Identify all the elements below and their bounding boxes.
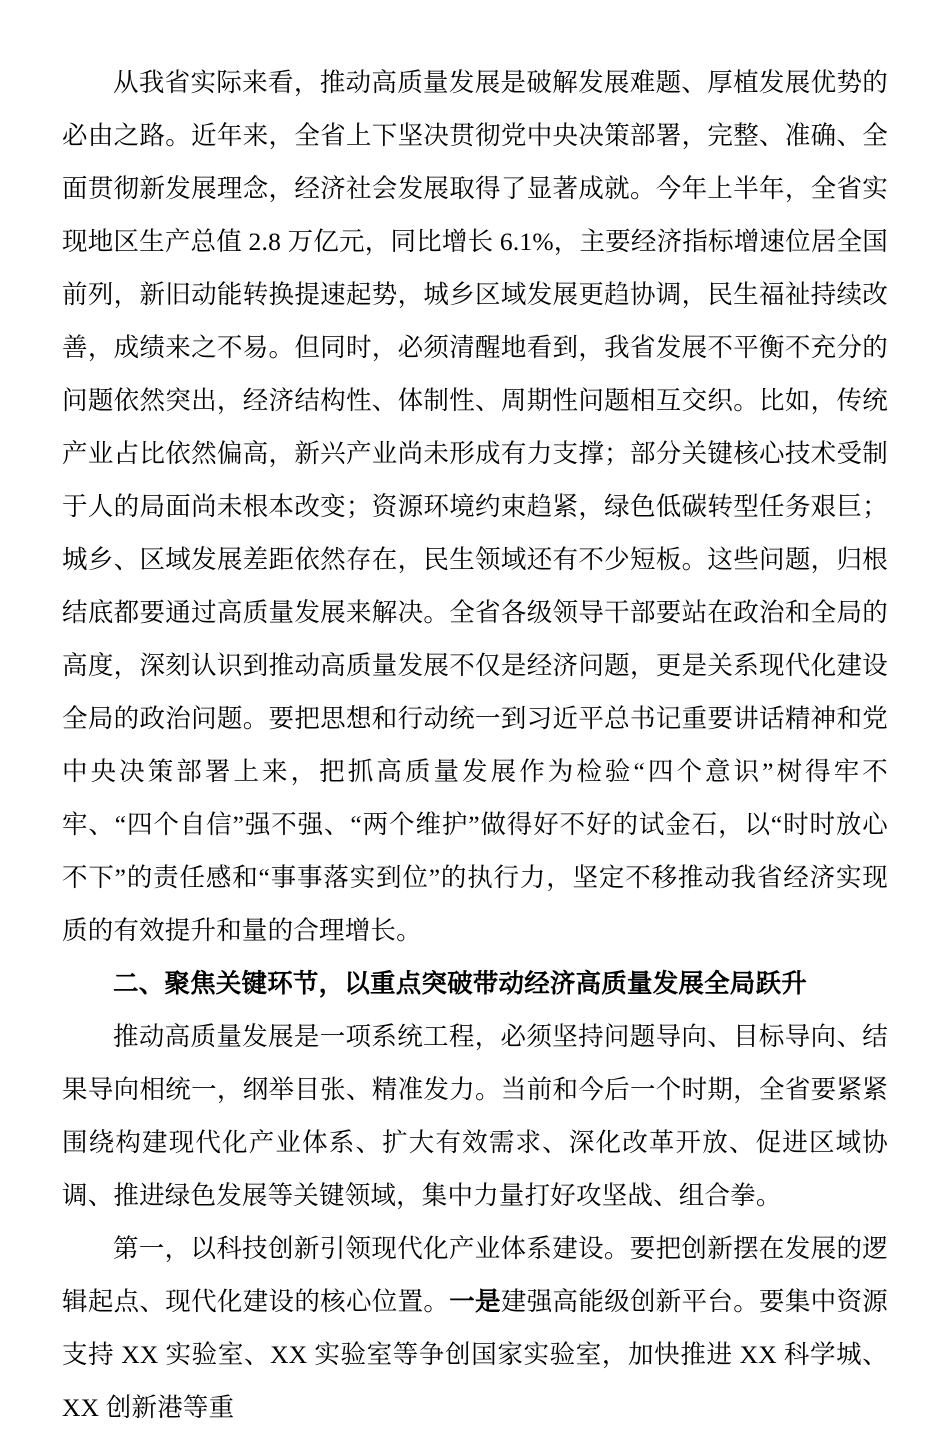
paragraph-body: 从我省实际来看，推动高质量发展是破解发展难题、厚植发展优势的必由之路。近年来，全省上下坚决贯彻党中央决策部署，完整、准确、全面贯彻新发展理念，经济社会发展取得了显著成就。今年上半年，全省实现地区生产总值 2.8 万亿元，同比增长 6.1%，主要经济指标增速位居全国前列，新旧动能转换提速起势，城乡区域发展更趋协调，民生福祉持续改善，成绩来之不易。但同时，必须清醒地看到，我省发展不平衡不充分的问题依然突出，经济结构性、体制性、周期性问题相互交织。比如，传统产业占比依然偏高，新兴产业尚未形成有力支撑；部分关键核心技术受制于人的局面尚未根本改变；资源环境约束趋紧，绿色低碳转型任务艰巨；城乡、区域发展差距依然存在，民生领域还有不少短板。这些问题，归根结底都要通过高质量发展来解决。全省各级领导干部要站在政治和全局的高度，深刻认识到推动高质量发展不仅是经济问题，更是关系现代化建设全局的政治问题。要把思想和行动统一到习近平总书记重要讲话精神和党中央决策部署上来，把抓高质量发展作为检验“四个意识”树得牢不牢、“四个自信”强不强、“两个维护”做得好不好的试金石，以“时时放心不下”的责任感和“事事落实到位”的执行力，坚定不移推动我省经济实现质的有效提升和量的合理增长。 [62, 68, 888, 945]
paragraph-body-mixed [62, 1222, 888, 1434]
section-heading: 二、聚焦关键环节，以重点突破带动经济高质量发展全局跃升 [113, 969, 807, 998]
paragraph-segment: 建强高能级创新平台。要集中资源支持 XX 实验室、XX 实验室等争创国家实验室，加快推进 XX 科学城、XX 创新港等重 [62, 1287, 888, 1422]
paragraph-segment: 第一，以科技创新引领现代化产业体系建设。要把创新摆在发展的逻辑起点、现代化建设的核心位置。 [62, 1234, 888, 1316]
paragraph-body: 推动高质量发展是一项系统工程，必须坚持问题导向、目标导向、结果导向相统一，纲举目张、精准发力。当前和今后一个时期，全省要紧紧围绕构建现代化产业体系、扩大有效需求、深化改革开放、促进区域协调、推进绿色发展等关键领域，集中力量打好攻坚战、组合拳。 [62, 1022, 888, 1210]
paragraph-segment-bold: 一是 [449, 1287, 501, 1316]
document-body [62, 56, 888, 1434]
